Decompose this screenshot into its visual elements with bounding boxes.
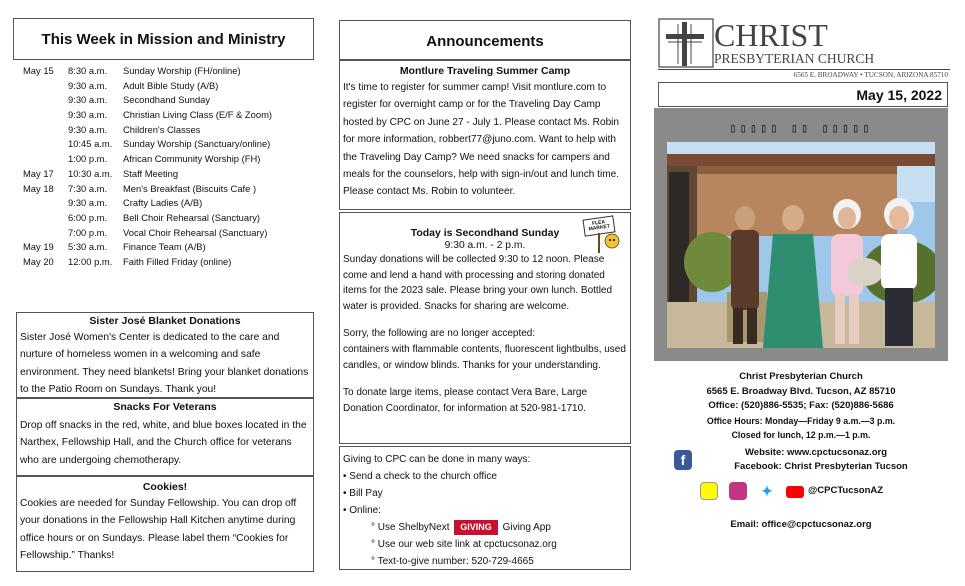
- schedule-event: Crafty Ladies (A/B): [123, 197, 203, 209]
- secondhand-text: Sunday donations will be collected 9:30 to 12 noon. Please come and lend a hand with processing and storing donated items for the 2023 sale. Please bring your own lunch. Bottled water is provided. Snacks for sharing are welcome.: [343, 254, 613, 312]
- schedule-date: [23, 152, 68, 167]
- schedule-row: [23, 196, 313, 211]
- schedule-time: 7:30 a.m.: [68, 182, 108, 194]
- photo-caption: ▯▯▯▯▯ ▯▯ ▯▯▯▯▯: [729, 121, 873, 135]
- secondhand-time: 9:30 a.m. - 2 p.m.: [444, 240, 526, 251]
- schedule-event: Faith Filled Friday (online): [123, 255, 232, 267]
- giving-sub-shelby-post: Giving App: [502, 522, 551, 533]
- giving-badge[interactable]: GIVING: [454, 520, 498, 535]
- snapchat-icon[interactable]: [700, 482, 718, 500]
- schedule-date: May 20: [23, 255, 54, 267]
- schedule-row: [23, 182, 313, 197]
- schedule-date: [23, 226, 68, 241]
- schedule-event: Staff Meeting: [123, 167, 179, 179]
- secondhand-title: Today is Secondhand Sunday: [410, 227, 560, 239]
- office-hours: Office Hours: Monday—Friday 9 a.m.—3 p.m.: [706, 415, 896, 426]
- church-address: 6565 E. Broadway Blvd. Tucson, AZ 85710: [706, 385, 896, 397]
- schedule-event: Children's Classes: [123, 123, 201, 135]
- twitter-icon[interactable]: ✦: [761, 483, 773, 499]
- cookies-box: [16, 476, 314, 572]
- schedule-event: Men's Breakfast (Biscuits Cafe ): [123, 182, 257, 194]
- website-link[interactable]: Website: www.cpctucsonaz.org: [745, 447, 887, 458]
- giving-sub-website: ° Use our web site link at cpctucsonaz.org: [371, 539, 557, 550]
- cookies-title: Cookies!: [142, 481, 188, 493]
- schedule-date: [23, 108, 68, 123]
- secondhand-sorry-list: containers with flammable contents, fluorescent lightbulbs, used candles, or window blinds. Thanks for your understanding.: [343, 343, 626, 371]
- schedule-date: [23, 79, 68, 94]
- schedule-time: 10:45 a.m.: [68, 138, 113, 150]
- giving-sub-shelby: [343, 519, 627, 536]
- week-header-box: [13, 18, 314, 60]
- schedule-event: Secondhand Sunday: [123, 94, 211, 106]
- week-title: This Week in Mission and Ministry: [41, 31, 286, 48]
- veterans-title: Snacks For Veterans: [113, 401, 217, 413]
- facebook-link[interactable]: Facebook: Christ Presbyterian Tucson: [734, 461, 908, 472]
- schedule-row: [23, 211, 313, 226]
- schedule-row: [23, 255, 313, 270]
- giving-sub-shelby-pre: ° Use ShelbyNext: [371, 522, 450, 533]
- schedule-row: [23, 167, 313, 182]
- schedule-time: 12:00 p.m.: [68, 255, 113, 267]
- camp-text: It's time to register for summer camp! Visit montlure.com to register for overnight camp or for the Traveling Day Camp hosted by CPC on June 27 - July 1. Please contact Ms. Robin for more information, robbert77@juno.com. Want to help with the Traveling Day Camp? We need snacks for campers and meals for the counselors, help with sign-in/out and lunch time. Please contact Ms. Robin to volunteer.: [343, 82, 620, 198]
- secondhand-sorry: Sorry, the following are no longer accepted:: [343, 328, 536, 340]
- schedule-event: Adult Bible Study (A/B): [123, 79, 219, 91]
- schedule-date: May 18: [23, 182, 54, 194]
- logo-address: 6565 E. BROADWAY • TUCSON, ARIZONA 85710: [793, 71, 948, 79]
- email-link[interactable]: Email: office@cpctucsonaz.org: [730, 519, 872, 530]
- blanket-text: Sister José Women's Center is dedicated to the care and nurture of homeless women in a welcoming and safe environment. They need blankets! Bring your blanket donations to the Patio Room on Sundays. Thank you!: [20, 332, 309, 396]
- schedule-date: [23, 196, 68, 211]
- schedule-event: Sunday Worship (FH/online): [123, 65, 241, 76]
- schedule-time: 9:30 a.m.: [68, 94, 108, 106]
- schedule-time: 5:30 a.m.: [68, 241, 108, 253]
- instagram-icon[interactable]: [729, 482, 747, 500]
- schedule-row: [23, 152, 313, 167]
- group-photo: [667, 142, 935, 348]
- church-name: Christ Presbyterian Church: [739, 371, 863, 382]
- schedule-time: 9:30 a.m.: [68, 109, 108, 121]
- announcements-title: Announcements: [426, 33, 544, 50]
- contact-block: [654, 370, 948, 443]
- schedule-row: [23, 123, 313, 138]
- schedule-time: 7:00 p.m.: [68, 226, 108, 238]
- camp-box: [339, 60, 631, 210]
- schedule-row: [23, 240, 313, 255]
- cookies-text: Cookies are needed for Sunday Fellowship. You can drop off your donations in the Fellowship Hall Kitchen anytime during office hours or on Sundays. Please label them “Cookies for Fellowship.” Thanks!: [20, 498, 297, 562]
- blanket-title: Sister José Blanket Donations: [89, 315, 241, 327]
- church-phone: Office: (520)886-5535; Fax: (520)886-5686: [708, 400, 894, 411]
- schedule-date: [23, 211, 68, 226]
- schedule-time: 1:00 p.m.: [68, 153, 108, 165]
- flea-market-sign: [582, 215, 624, 255]
- schedule-event: Sunday Worship (Sanctuary/online): [123, 138, 271, 150]
- schedule-row: [23, 93, 313, 108]
- schedule-date: [23, 93, 68, 108]
- announcements-header-box: [339, 20, 631, 60]
- giving-item-billpay: • Bill Pay: [343, 488, 383, 499]
- camp-title: Montlure Traveling Summer Camp: [399, 65, 571, 77]
- giving-item-check: • Send a check to the church office: [343, 471, 497, 482]
- schedule-event: African Community Worship (FH): [123, 153, 261, 165]
- giving-sub-text: ° Text-to-give number: 520-729-4665: [371, 556, 534, 567]
- giving-box: [339, 446, 631, 570]
- schedule-time: 8:30 a.m.: [68, 65, 108, 76]
- logo-main: CHRIST: [714, 17, 828, 53]
- schedule-row: [23, 137, 313, 152]
- schedule-date: May 19: [23, 241, 54, 253]
- schedule-event: Bell Choir Rehearsal (Sanctuary): [123, 211, 261, 223]
- secondhand-contact: To donate large items, please contact Vera Bare, Large Donation Coordinator, for information at 520-981-1710.: [343, 387, 588, 414]
- schedule-date: May 17: [23, 167, 54, 179]
- schedule-date: May 15: [23, 65, 54, 76]
- giving-item-online: • Online:: [343, 505, 381, 516]
- blanket-box: [16, 312, 314, 398]
- schedule-date: [23, 123, 68, 138]
- schedule-event: Vocal Choir Rehearsal (Sanctuary): [123, 226, 268, 238]
- schedule-date: [23, 137, 68, 152]
- veterans-text: Drop off snacks in the red, white, and blue boxes located in the Narthex, Fellowship Hall, and the Church office for veterans who are undergoing chemotherapy.: [20, 420, 307, 466]
- logo-sub: PRESBYTERIAN CHURCH: [714, 51, 875, 66]
- schedule-time: 9:30 a.m.: [68, 123, 108, 135]
- schedule-time: 9:30 a.m.: [68, 79, 108, 91]
- youtube-icon[interactable]: [786, 486, 804, 498]
- web-social-block: [654, 446, 948, 532]
- cross-logo-icon: [658, 18, 714, 70]
- logo-rule: [658, 69, 950, 70]
- schedule-list: [23, 64, 313, 270]
- flea-market-label: FLEA MARKET: [588, 219, 611, 233]
- date-box: [658, 82, 948, 107]
- photo-frame: [654, 108, 948, 361]
- schedule-row: [23, 64, 313, 79]
- schedule-time: 9:30 a.m.: [68, 197, 108, 209]
- church-logo: [658, 18, 950, 82]
- veterans-box: [16, 398, 314, 476]
- schedule-event: Finance Team (A/B): [123, 241, 206, 253]
- schedule-row: [23, 79, 313, 94]
- social-handle[interactable]: @CPCTucsonAZ: [808, 485, 884, 496]
- secondhand-box: [339, 212, 631, 444]
- schedule-event: Christian Living Class (E/F & Zoom): [123, 109, 272, 121]
- schedule-time: 6:00 p.m.: [68, 211, 108, 223]
- facebook-icon[interactable]: f: [674, 450, 692, 470]
- schedule-row: [23, 108, 313, 123]
- giving-intro: Giving to CPC can be done in many ways:: [343, 454, 531, 465]
- issue-date: May 15, 2022: [856, 87, 942, 103]
- schedule-time: 10:30 a.m.: [68, 167, 113, 179]
- schedule-row: [23, 226, 313, 241]
- lunch-hours: Closed for lunch, 12 p.m.—1 p.m.: [731, 430, 871, 440]
